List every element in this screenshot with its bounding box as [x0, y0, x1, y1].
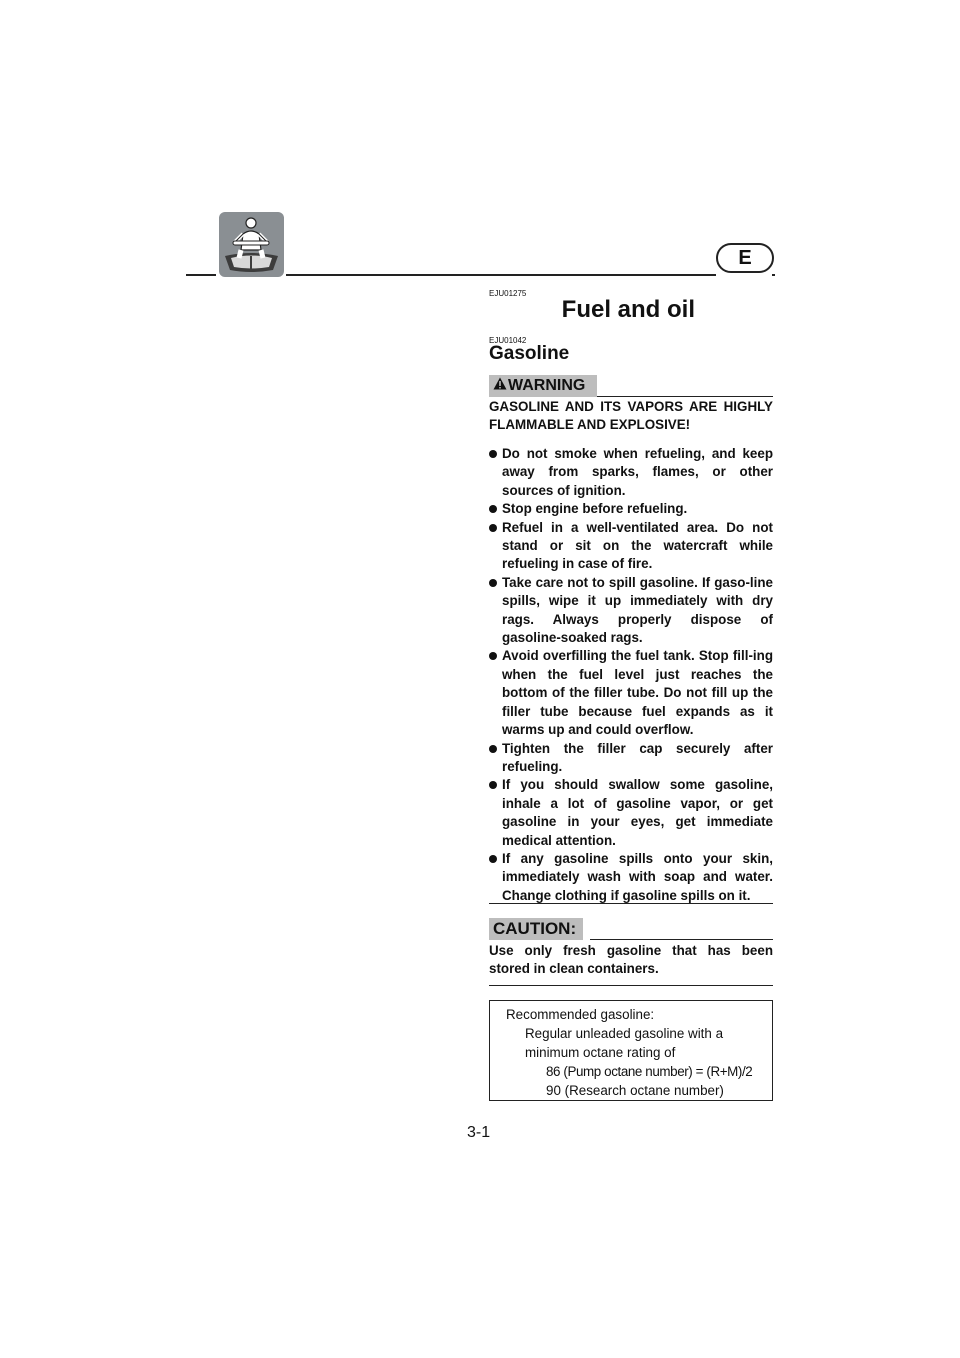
bullet-icon: [489, 652, 497, 660]
section-title: Gasoline: [489, 343, 570, 364]
caution-text: Use only fresh gasoline that has been stored in clean containers.: [489, 943, 773, 977]
caution-end-rule: [489, 985, 773, 986]
list-item: If you should swallow some gasoline, inhale a lot of gasoline vapor, or get gasoline in your eyes, get immediate medical attention.: [489, 776, 773, 850]
spec-line: Regular unleaded gasoline with a: [525, 1026, 724, 1041]
warning-label: [489, 375, 597, 397]
caution-label: CAUTION:: [489, 918, 583, 940]
warning-header-rule: [597, 396, 773, 397]
list-item: If any gasoline spills onto your skin, immediately wash with soap and water. Change clothing if gasoline spills on it.: [489, 850, 773, 905]
section-code: EJU01042: [489, 336, 527, 345]
warning-end-rule: [489, 903, 773, 904]
list-item: Refuel in a well-ventilated area. Do not stand or sit on the watercraft while refueling in case of fire.: [489, 519, 773, 574]
bullet-icon: [489, 745, 497, 753]
list-item: Do not smoke when refueling, and keep away from sparks, flames, or other sources of ignition.: [489, 445, 773, 500]
language-badge: E: [716, 243, 774, 273]
header-rule-end: [772, 274, 775, 276]
bullet-icon: [489, 579, 497, 587]
caution-header: [489, 918, 773, 940]
list-item: Tighten the filler cap securely after refueling.: [489, 740, 773, 777]
warning-triangle-icon: [493, 375, 507, 397]
spec-heading: Recommended gasoline:: [506, 1007, 655, 1022]
bullet-icon: [489, 855, 497, 863]
caution-header-rule: [590, 939, 773, 940]
warning-label-text: WARNING: [508, 377, 586, 394]
header-rule-left: [186, 274, 216, 276]
bullet-icon: [489, 505, 497, 513]
spec-line: 90 (Research octane number): [546, 1083, 724, 1098]
bullet-icon: [489, 781, 497, 789]
bullet-icon: [489, 450, 497, 458]
list-item: Avoid overfilling the fuel tank. Stop fill-ing when the fuel level just reaches the bottom of the filler tube. Do not fill up the filler tube because fuel expands as it warms up and could overflow.: [489, 647, 773, 739]
warning-header: [489, 375, 773, 397]
warning-intro: GASOLINE AND ITS VAPORS ARE HIGHLY FLAMMABLE AND EXPLOSIVE!: [489, 399, 773, 433]
bullet-icon: [489, 524, 497, 532]
watercraft-rider-icon: [219, 212, 284, 277]
header-rule-right: [286, 274, 716, 276]
list-item: Take care not to spill gasoline. If gaso-line spills, wipe it up immediately with dry rags. Always properly dispose of gasoline-soaked rags.: [489, 574, 773, 648]
recommended-gasoline-box: [489, 1000, 773, 1101]
list-item: Stop engine before refueling.: [489, 500, 773, 518]
warning-list: [489, 445, 773, 905]
chapter-title: Fuel and oil: [561, 296, 695, 323]
chapter-code: EJU01275: [489, 289, 527, 298]
page-number: 3-1: [467, 1124, 491, 1141]
spec-line: minimum octane rating of: [525, 1045, 676, 1060]
spec-line: 86 (Pump octane number) = (R+M)/2: [546, 1064, 753, 1079]
